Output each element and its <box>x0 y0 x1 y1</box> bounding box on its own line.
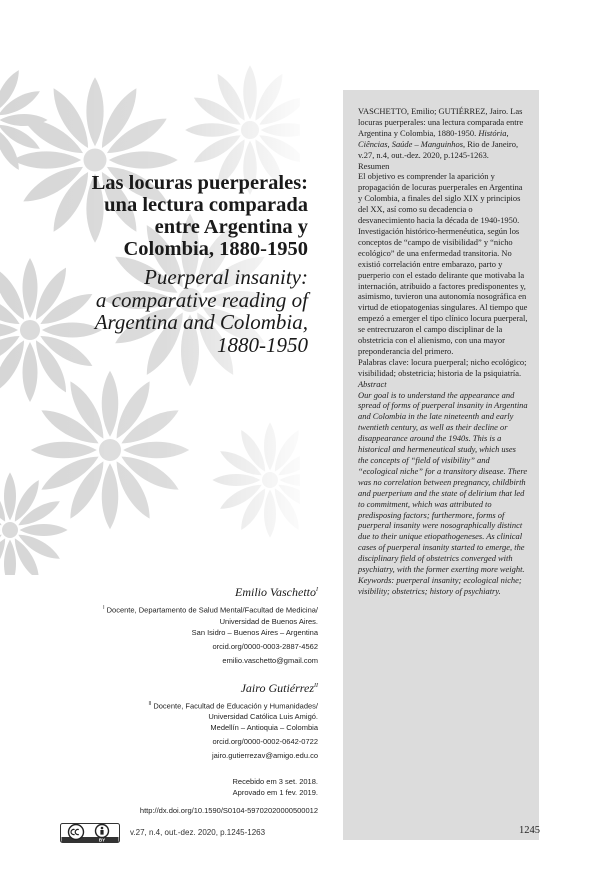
author-affiliation: Medellín – Antioquia – Colombia <box>210 723 318 732</box>
author-name: Emilio Vaschetto$^I$ <box>235 585 318 599</box>
author-name: Jairo Gutiérrez$^{II}$ <box>240 680 318 695</box>
abstract-sidebar-content <box>358 106 528 597</box>
issue-info: v.27, n.4, out.-dez. 2020, p.1245-1263 <box>130 828 266 837</box>
orcid-link[interactable]: orcid.org/0000-0003-2887-4562 <box>212 641 318 651</box>
abstract-text: Our goal is to understand the appearance and spread of forms of puerperal insanity in Argentina and Colombia in the late nineteenth and early twentieth century, as well as their decline or disappearance around the 1940s. This is a historical and hermeneutical study, which uses the concepts of “field of visibility” and “ecological niche” for a transitory disease. There was no correlation between pregnancy, childbirth and puerperium and the state of delirium that led to commitment, which was attributed to predisposing factors; furthermore, forms of puerperal insanity were nosographically distinct due to their unique etiopathogeneses. As clinical cases of puerperal insanity started to emerge, the disciplinary field of obstetrics converged with psychiatry, with the former exerting more weight. <box>358 389 528 575</box>
author-affiliation: Universidad de Buenos Aires. <box>219 616 318 626</box>
abstract-heading: Abstract <box>358 378 387 389</box>
title-english <box>60 266 308 356</box>
cc-by-icon[interactable] <box>60 823 120 843</box>
title-en-line: 1880-1950 <box>217 332 308 357</box>
citation: VASCHETTO, Emilio; GUTIÉRREZ, Jairo. Las locuras puerperales: una lectura comparada entre Argentina y Colombia, 1880-1950. História, Ciências, Saúde – Manguinhos, Rio de Janeiro, v.27, n.4, out.-dez. 2020, p.1245-1263. <box>358 106 524 160</box>
title-es-line: Las locuras puerperales: <box>91 172 308 194</box>
author-affiliation: Universidad Católica Luis Amigó. <box>208 712 318 721</box>
page-footer <box>60 823 540 843</box>
palabras-clave: Palabras clave: locura puerperal; nicho ecológico; visibilidad; obstetricia; historia de la psiquiatría. <box>358 356 527 378</box>
orcid-link[interactable]: orcid.org/0000-0002-0642-0722 <box>212 737 318 746</box>
author-entry <box>60 679 318 762</box>
title-block <box>60 172 308 356</box>
title-spanish <box>60 172 308 260</box>
approved-date: Aprovado em 1 fev. 2019. <box>232 788 318 797</box>
submission-dates <box>60 776 318 798</box>
author-affiliation: $^{II}$ Docente, Facultad de Educación y Humanidades/ <box>148 700 318 710</box>
title-en-line: Puerperal insanity: <box>144 265 308 289</box>
page-number: 1245 <box>519 825 540 836</box>
resumen-text: El objetivo es comprender la aparición y propagación de locuras puerperales en Argentina y Colombia, a finales del siglo XIX y principios del XX, así como su decadencia o desvanecimiento hacia la década de 1940-1950. Investigación histórico-hermenéutica, según los conceptos de “campo de visibilidad” y “nicho ecológico” de una enfermedad transitoria. No existió correlación entre embarazo, parto y puerperio con el estado delirante que motivaba la internación, atribuido a factores predisponentes y, asimismo, tuvieron una autonomía nosográfica en virtud de etiopatogenias singulares. Al tiempo que empezó a emerger el tipo clínico locura puerperal, se entrecruzaron el campo disciplinar de la obstetricia con el alienismo, con una mayor preponderancia del primero. <box>358 171 528 356</box>
authors-block <box>60 583 318 816</box>
title-es-line: entre Argentina y <box>154 216 308 238</box>
email-link[interactable]: jairo.gutierrezav@amigo.edu.co <box>212 751 318 760</box>
received-date: Recebido em 3 set. 2018. <box>232 777 318 786</box>
author-affiliation: $^I$ Docente, Departamento de Salud Mental/Facultad de Medicina/ <box>103 605 318 615</box>
title-en-line: a comparative reading of <box>95 287 308 312</box>
resumen-heading: Resumen <box>358 160 390 171</box>
author-entry <box>60 583 318 666</box>
title-es-line: una lectura comparada <box>104 194 308 216</box>
abstract-sidebar <box>343 90 539 840</box>
author-affiliation: San Isidro – Buenos Aires – Argentina <box>191 627 318 637</box>
doi-link[interactable]: http://dx.doi.org/10.1590/S0104-59702020000500012 <box>139 806 318 815</box>
title-en-line: Argentina and Colombia, <box>94 310 308 334</box>
email-link[interactable]: emilio.vaschetto@gmail.com <box>222 655 318 665</box>
title-es-line: Colombia, 1880-1950 <box>123 238 308 260</box>
license-label: BY <box>98 837 106 843</box>
journal-name: História, Ciências, Saúde – Manguinhos <box>358 127 509 149</box>
keywords: Keywords: puerperal insanity; ecological niche; visibility; obstetrics; history of psychiatry. <box>358 574 522 596</box>
